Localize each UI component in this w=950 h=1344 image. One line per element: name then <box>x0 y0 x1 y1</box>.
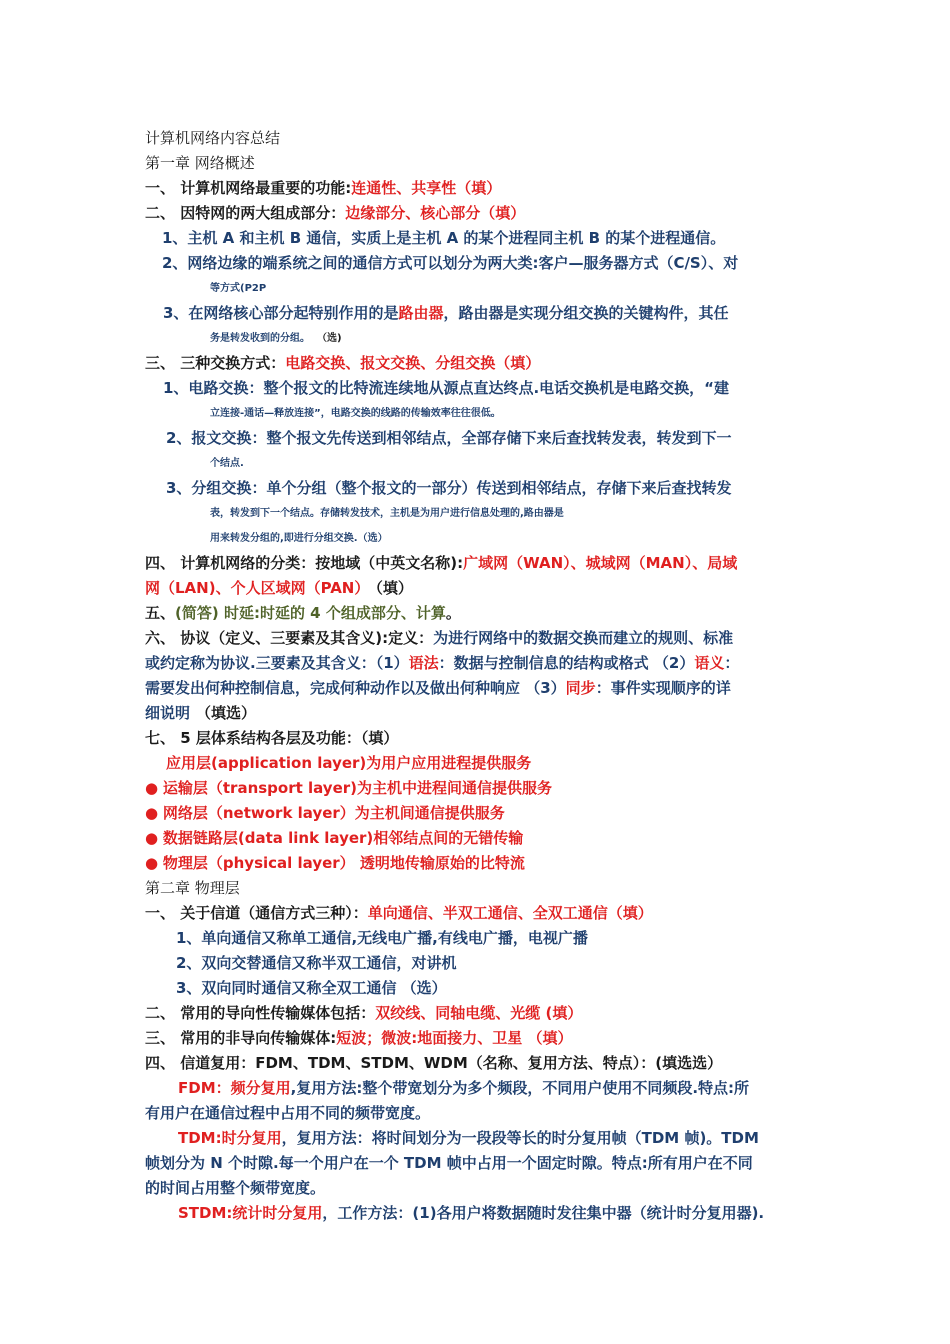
c1-item-6c-text2: ：事件实现顺序的详 <box>595 679 731 697</box>
fdm-text: ,复用方法:整个带宽划分为多个频段，不同用户使用不同频段.特点:所 <box>290 1079 750 1097</box>
c2-item-2 <box>145 1001 815 1026</box>
semantics-highlight: 语义 <box>694 654 725 672</box>
fdm-line-1 <box>178 1076 848 1101</box>
bullet-icon: ● <box>145 829 159 847</box>
layer-network <box>145 801 815 826</box>
bullet-icon: ● <box>145 779 159 797</box>
c1-item-2-sub-3b <box>210 326 880 351</box>
c1-item-2-sub-3b-post: （选) <box>322 333 342 344</box>
c1-item-3-label: 三、 三种交换方式： <box>145 354 286 372</box>
c1-item-2-sub-3a-pre: 3、在网络核心部分起特别作用的是 <box>163 304 399 322</box>
c1-item-6c <box>145 676 815 701</box>
c2-item-2-value: 双绞线、同轴电缆、光缆 (填） <box>375 1004 583 1022</box>
tdm-line-3: 的时间占用整个频带宽度。 <box>145 1179 326 1197</box>
c1-item-3-sub-3b: 表，转发到下一个结点。存储转发技术，主机是为用户进行信息处理的,路由器是 <box>210 508 564 519</box>
c1-item-4-tag: （填） <box>375 579 413 597</box>
c2-item-1-sub-3: 3、双向同时通信又称全双工通信 （选） <box>176 979 447 997</box>
c2-item-4: 四、 信道复用：FDM、TDM、STDM、WDM（名称、复用方法、特点）：(填选选） <box>145 1054 723 1072</box>
c1-item-2 <box>145 201 815 226</box>
layer-network-text: 网络层（network layer）为主机间通信提供服务 <box>162 804 505 822</box>
router-highlight: 路由器 <box>398 304 444 322</box>
c2-item-1-sub-2: 2、双向交替通信又称半双工通信，对讲机 <box>176 954 457 972</box>
c1-item-1-value: 连通性、共享性（填） <box>351 179 502 197</box>
fdm-line-2: 有用户在通信过程中占用不同的频带宽度。 <box>145 1104 431 1122</box>
layer-physical-text: 物理层（physical layer） 透明地传输原始的比特流 <box>162 854 525 872</box>
c1-item-2-sub-2a: 2、网络边缘的端系统之间的通信方式可以划分为两大类:客户—服务器方式（C/S）、对 <box>162 254 739 272</box>
syntax-highlight: 语法 <box>408 654 439 672</box>
c2-item-1-label: 一、 关于信道（通信方式三种）： <box>145 904 368 922</box>
c1-item-5-text: (简答) 时延:时延的 4 个组成部分、计算 <box>175 604 446 622</box>
layer-datalink-text: 数据链路层(data link layer)相邻结点间的无错传输 <box>162 829 524 847</box>
c1-item-4-label: 四、 计算机网络的分类：按地域（中英文名称): <box>145 554 464 572</box>
c2-item-1-sub-1: 1、单向通信又称单工通信,无线电广播,有线电广播，电视广播 <box>176 929 588 947</box>
c1-item-3-sub-3a: 3、分组交换：单个分组（整个报文的一部分）传送到相邻结点，存储下来后查找转发 <box>166 479 732 497</box>
c1-item-6b <box>145 651 815 676</box>
c1-item-2-sub-3b-pre: 务是转发收到的分组。 <box>210 333 310 344</box>
c1-item-5 <box>145 601 815 626</box>
c1-item-5-num: 五、 <box>145 604 176 622</box>
c1-item-3-value: 电路交换、报文交换、分组交换（填） <box>285 354 541 372</box>
c1-item-3-sub-1a: 1、电路交换：整个报文的比特流连续地从源点直达终点.电话交换机是电路交换，“建 <box>163 379 729 397</box>
bullet-icon: ● <box>145 804 159 822</box>
layer-transport <box>145 776 815 801</box>
c1-item-2-sub-3a <box>163 301 833 326</box>
stdm-line-1 <box>178 1201 848 1226</box>
c1-item-4a <box>145 551 815 576</box>
c1-item-4-value-b: 网（LAN)、个人区域网（PAN） <box>145 579 370 597</box>
c1-item-3 <box>145 351 815 376</box>
c1-item-6-def: 为进行网络中的数据交换而建立的规则、标准 <box>433 629 734 647</box>
c1-item-6d-tag: （填选） <box>196 704 257 722</box>
c1-item-3-sub-1b: 立连接-通话—释放连接”，电路交换的线路的传输效率往往很低。 <box>210 408 501 419</box>
stdm-label: STDM:统计时分复用 <box>178 1204 323 1222</box>
c1-item-3-sub-2a: 2、报文交换：整个报文先传送到相邻结点，全部存储下来后查找转发表，转发到下一 <box>166 429 732 447</box>
tdm-label: TDM:时分复用 <box>178 1129 282 1147</box>
c1-item-3-sub-2b: 个结点. <box>210 458 244 469</box>
sync-highlight: 同步 <box>565 679 596 697</box>
c1-item-5-end: 。 <box>445 604 461 622</box>
c2-item-3 <box>145 1026 815 1051</box>
chapter-1-heading: 第一章 网络概述 <box>145 154 255 172</box>
c2-item-3-value: 短波；微波:地面接力、卫星 （填） <box>336 1029 573 1047</box>
c2-item-1-value: 单向通信、半双工通信、全双工通信（填） <box>367 904 653 922</box>
c1-item-4b <box>145 576 815 601</box>
tdm-line-2: 帧划分为 N 个时隙.每一个用户在一个 TDM 帧中占用一个固定时隙。特点:所有用户在不同 <box>145 1154 753 1172</box>
c2-item-2-label: 二、 常用的导向性传输媒体包括： <box>145 1004 376 1022</box>
c1-item-2-sub-2b: 等方式(P2P <box>210 283 267 294</box>
c1-item-6b-text: 或约定称为协议.三要素及其含义：（1） <box>145 654 409 672</box>
c1-item-4-value-a: 广域网（WAN）、城域网（MAN）、局域 <box>463 554 738 572</box>
c1-item-2-label: 二、 因特网的两大组成部分： <box>145 204 346 222</box>
chapter-2-heading: 第二章 物理层 <box>145 879 240 897</box>
layer-datalink <box>145 826 815 851</box>
c1-item-1 <box>145 176 815 201</box>
c2-item-1 <box>145 901 815 926</box>
tdm-text: ，复用方法：将时间划分为一段段等长的时分复用帧（TDM 帧)。TDM <box>281 1129 759 1147</box>
layer-physical <box>145 851 815 876</box>
c1-item-3-sub-3c: 用来转发分组的,即进行分组交换.（选） <box>210 533 388 544</box>
c1-item-2-sub-1: 1、主机 A 和主机 B 通信，实质上是主机 A 的某个进程同主机 B 的某个进程通信。 <box>162 229 726 247</box>
c1-item-2-sub-3a-post: ，路由器是实现分组交换的关键构件，其任 <box>443 304 729 322</box>
c1-item-6b-text2: ：数据与控制信息的结构或格式 （2） <box>438 654 695 672</box>
bullet-icon: ● <box>145 854 159 872</box>
c1-item-6b-text3: ： <box>724 654 740 672</box>
c1-item-1-label: 一、 计算机网络最重要的功能: <box>145 179 352 197</box>
c1-item-2-value: 边缘部分、核心部分（填） <box>345 204 526 222</box>
stdm-text: ，工作方法：(1)各用户将数据随时发往集中器（统计时分复用器). <box>322 1204 765 1222</box>
c2-item-3-label: 三、 常用的非导向传输媒体: <box>145 1029 337 1047</box>
tdm-line-1 <box>178 1126 848 1151</box>
c1-item-6a <box>145 626 815 651</box>
c1-item-6-label: 六、 协议（定义、三要素及其含义):定义： <box>145 629 434 647</box>
doc-title: 计算机网络内容总结 <box>145 129 281 147</box>
fdm-label: FDM：频分复用 <box>178 1079 291 1097</box>
c1-item-7: 七、 5 层体系结构各层及功能：（填） <box>145 729 399 747</box>
c1-item-6d <box>145 701 815 726</box>
layer-transport-text: 运输层（transport layer)为主机中进程间通信提供服务 <box>162 779 553 797</box>
layer-application: 应用层(application layer)为用户应用进程提供服务 <box>166 754 532 772</box>
c1-item-6c-text: 需要发出何种控制信息，完成何种动作以及做出何种响应 （3） <box>145 679 566 697</box>
c1-item-6d-text: 细说明 <box>145 704 191 722</box>
